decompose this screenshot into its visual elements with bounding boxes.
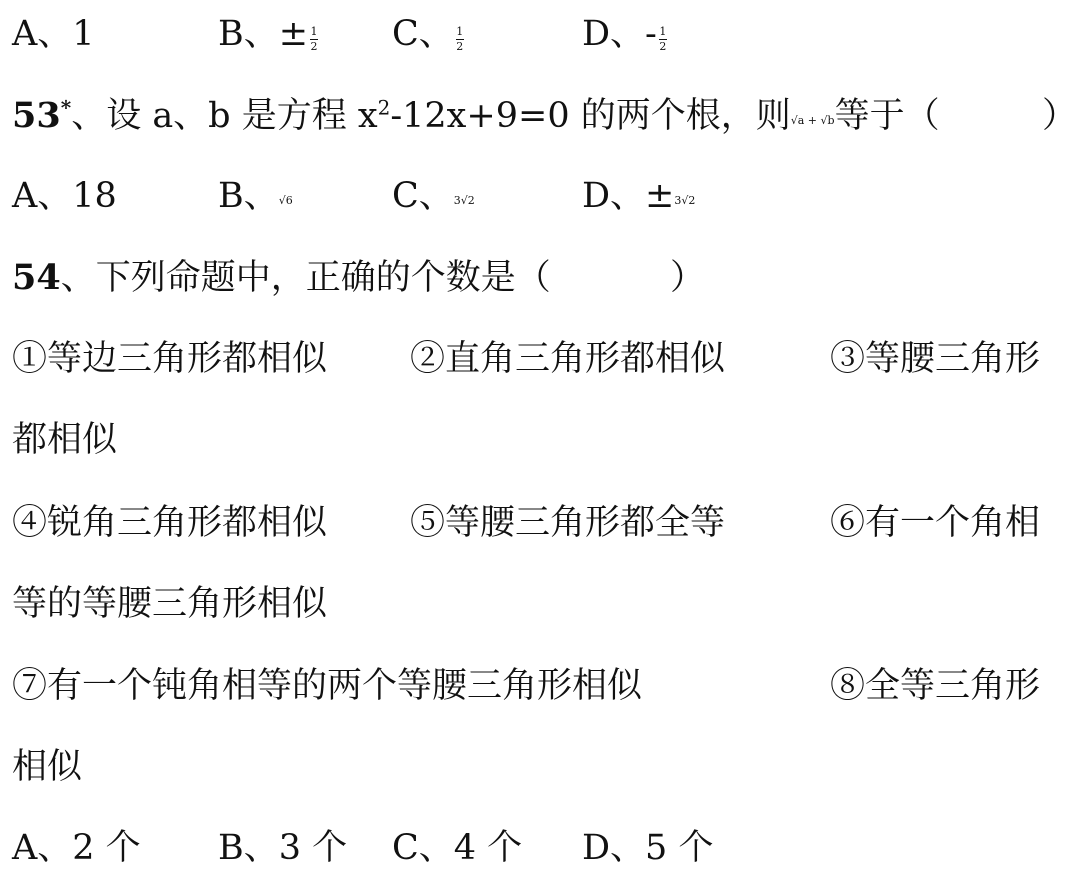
q53-option-d [582,166,695,228]
q54-statement-1: ①等边三角形都相似 [12,339,328,379]
q53-option-b [218,166,293,228]
q53-text-part1: 、设 a、b 是方程 x [71,96,378,136]
q54-stem [12,248,706,308]
fraction-denominator: 2 [310,40,318,53]
q52-option-b-prefix: B、± [218,14,309,54]
q54-statement-2: ②直角三角形都相似 [410,339,726,379]
fraction-denominator: 2 [659,40,667,53]
q54-statement-3: ③等腰三角形 [830,339,1041,379]
q54-statement-6-continued: 等的等腰三角形相似 [12,584,328,624]
fraction-numerator: 1 [456,25,464,38]
q53-option-c-prefix: C、 [392,176,454,216]
q54-statement-8: ⑧全等三角形 [830,666,1041,706]
q52-option-c [392,4,464,64]
q54-statement-5: ⑤等腰三角形都全等 [410,503,726,543]
q52-option-c-fraction [456,26,464,53]
q54-statement-4: ④锐角三角形都相似 [12,503,328,543]
q54-statement-6: ⑥有一个角相 [830,503,1041,543]
q53-option-b-prefix: B、 [218,176,279,216]
q52-option-b-fraction [310,26,318,53]
q54-statements-row-5 [12,656,1072,716]
q53-option-d-prefix: D、± [582,176,675,216]
q53-option-d-value: 3√2 [674,193,696,207]
q54-statements-row-4 [12,574,327,634]
q52-option-d [582,4,667,64]
q52-option-b [218,4,318,64]
q53-option-c-value: 3√2 [453,193,475,207]
q52-option-c-prefix: C、 [392,14,454,54]
q54-option-c: C、4 个 [392,828,523,868]
q54-text: 、下列命题中，正确的个数是（ [60,258,551,298]
q53-stem [12,86,1078,146]
q52-option-d-fraction [659,26,667,53]
q54-option-a: A、2 个 [12,828,141,868]
q53-text-part2: -12x+9=0 的两个根，则 [390,96,791,136]
q53-answer-paren-close: ） [1042,96,1078,136]
q54-statements-row-1 [12,329,1072,389]
q54-statements-row-6 [12,737,82,797]
q54-statement-3-continued: 都相似 [12,420,118,460]
q54-statement-7: ⑦有一个钝角相等的两个等腰三角形相似 [12,666,643,706]
fraction-numerator: 1 [310,25,318,38]
q53-option-a: A、18 [12,176,117,216]
q53-option-c [392,166,475,228]
fraction-denominator: 2 [456,40,464,53]
q54-option-d: D、5 个 [582,828,714,868]
q53-exponent: 2 [377,95,391,120]
q53-option-b-value: √6 [278,193,293,207]
q54-answer-paren-close: ） [670,258,706,298]
q53-text-part3: 等于（ [834,96,940,136]
q53-inline-expression: √a + √b [790,113,835,127]
q54-statements-row-3 [12,493,1072,553]
q53-star: * [60,95,72,120]
q52-option-d-prefix: D、- [582,14,657,54]
q54-statement-8-continued: 相似 [12,747,83,787]
q54-option-b: B、3 个 [218,828,348,868]
q53-number: 53 [12,95,61,136]
q54-number: 54 [12,257,61,298]
q54-statements-row-2 [12,410,117,470]
fraction-numerator: 1 [659,25,667,38]
q52-option-a: A、1 [12,14,95,54]
